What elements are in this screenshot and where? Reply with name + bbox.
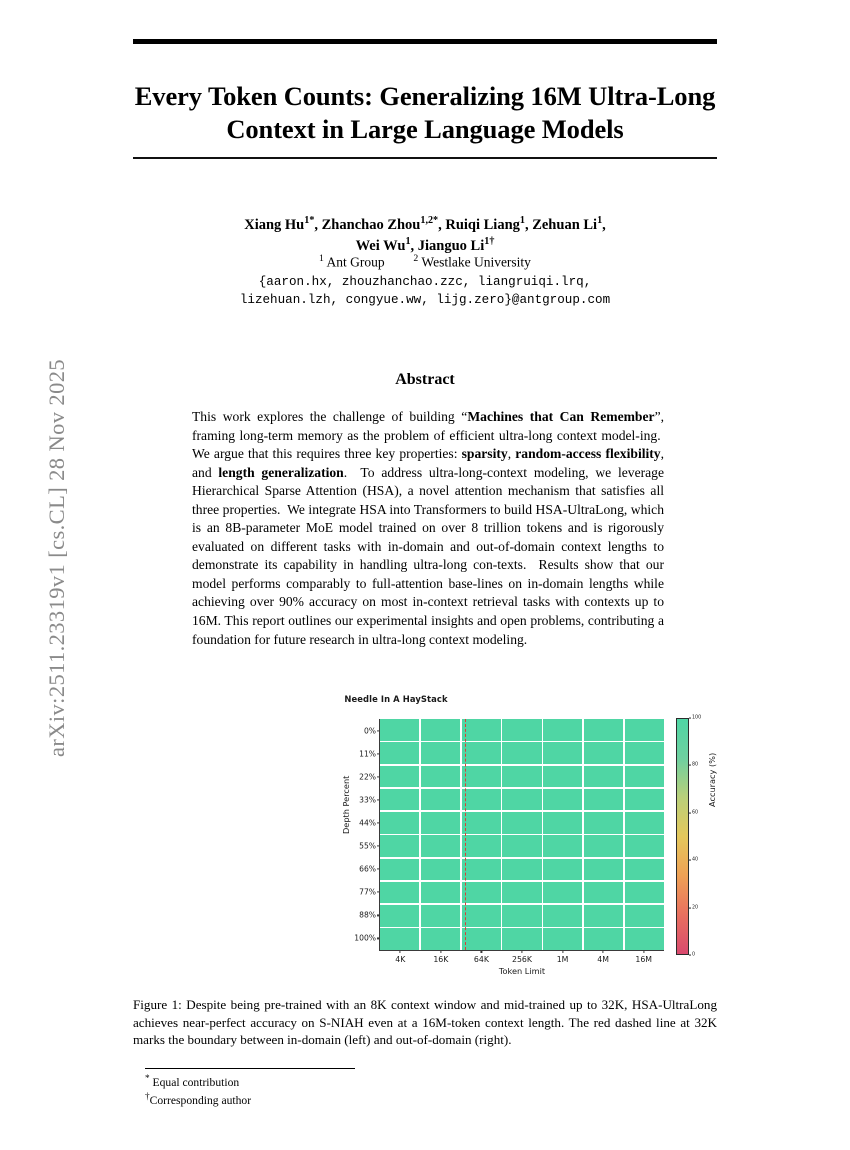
heatmap-cell [502, 859, 541, 881]
heatmap-cell [421, 835, 460, 857]
chart-title: Needle In A HayStack [344, 694, 448, 704]
y-axis-tick-label: 88% [359, 910, 376, 920]
y-axis-tick-mark [377, 730, 380, 731]
x-axis-tick-mark [643, 950, 644, 953]
heatmap-cell [502, 905, 541, 927]
heatmap-cell [380, 905, 419, 927]
affiliation-marker-1: 1 [319, 253, 324, 264]
heatmap-cell [380, 789, 419, 811]
x-axis-tick-mark [481, 950, 482, 953]
colorbar-tick-mark [689, 955, 691, 956]
heatmap-cell [584, 928, 623, 950]
heatmap-cell [380, 719, 419, 741]
x-axis-tick-label: 1M [556, 955, 569, 964]
colorbar-tick-label: 20 [692, 905, 699, 911]
x-axis-tick-label: 16M [635, 955, 653, 964]
heatmap-cell [462, 882, 501, 904]
heatmap-cell [462, 766, 501, 788]
heatmap-cell [584, 835, 623, 857]
heatmap-cell [421, 882, 460, 904]
heatmap-cell [462, 928, 501, 950]
footnote-equal-contribution [145, 1073, 485, 1091]
heatmap-cell [543, 742, 582, 764]
heatmap-cell [421, 789, 460, 811]
heatmap-cell [462, 835, 501, 857]
heatmap-cell [584, 859, 623, 881]
heatmap-cell [543, 905, 582, 927]
colorbar-tick-mark [689, 812, 691, 813]
heatmap-cell [421, 719, 460, 741]
colorbar-tick-mark [689, 765, 691, 766]
heatmap-cell [543, 859, 582, 881]
heatmap-cell [421, 928, 460, 950]
heatmap-cell [543, 766, 582, 788]
x-axis-tick-mark [440, 950, 441, 953]
y-axis-tick-mark [377, 776, 380, 777]
heatmap-cell [625, 812, 664, 834]
x-axis-tick-label: 256K [512, 955, 532, 964]
colorbar-tick-label: 100 [692, 715, 702, 721]
abstract-heading: Abstract [395, 371, 455, 388]
heatmap-cell [584, 882, 623, 904]
colorbar-tick-label: 80 [692, 762, 699, 768]
heatmap-cell [421, 742, 460, 764]
page-title: Every Token Counts: Generalizing 16M Ultra-Long Context in Large Language Models [134, 80, 716, 145]
heatmap-cell [462, 719, 501, 741]
x-axis-tick-label: 64K [473, 955, 489, 964]
footnote-equal-contribution-text: Equal contribution [152, 1075, 240, 1089]
heatmap-cell [502, 789, 541, 811]
heatmap-cell [543, 882, 582, 904]
author-line-2: Wei Wu$^1$, Jianguo $Li^{1\dagger}$ [355, 236, 495, 255]
footnote-list [145, 1073, 485, 1109]
y-axis-tick-label: 55% [359, 841, 376, 851]
header-rule-thick [133, 39, 717, 44]
y-axis-tick-label: 77% [359, 887, 376, 897]
y-axis-tick-label: 44% [359, 818, 376, 828]
heatmap-cell [625, 835, 664, 857]
colorbar-label: Accuracy (%) [707, 752, 717, 807]
x-axis-tick-label: 4M [597, 955, 609, 964]
heatmap-cell [421, 859, 460, 881]
y-axis-tick-mark [377, 799, 380, 800]
heatmap-cell [625, 882, 664, 904]
y-axis-tick-mark [377, 915, 380, 916]
affiliation-2: Westlake University [421, 254, 531, 270]
heatmap-cell [502, 812, 541, 834]
heatmap-cell [421, 812, 460, 834]
y-axis-tick-mark [377, 822, 380, 823]
footnote-corresponding-author [145, 1091, 485, 1109]
heatmap-cell [380, 928, 419, 950]
x-axis-label: Token Limit [498, 966, 546, 976]
header-rule-thin [133, 157, 717, 159]
heatmap-cell [380, 882, 419, 904]
footnote-rule [145, 1068, 355, 1069]
heatmap-cell [502, 719, 541, 741]
colorbar-tick-label: 60 [692, 810, 699, 816]
heatmap-cell [380, 742, 419, 764]
author-list [133, 214, 717, 257]
author-line-1: Xiang $Hu^{1*}$, Zhanchao Zhou$^{1,2*}$, Ruiqi Liang$^1$, Zehuan Li$^1$, [244, 215, 606, 233]
y-axis-tick-mark [377, 892, 380, 893]
heatmap-cell [502, 766, 541, 788]
heatmap-cell [543, 835, 582, 857]
heatmap-cell [584, 789, 623, 811]
footnote-marker-star: * [145, 1074, 150, 1084]
heatmap-cell [584, 812, 623, 834]
heatmap-cell [462, 812, 501, 834]
colorbar-tick-label: 0 [692, 952, 696, 958]
heatmap-cell [380, 766, 419, 788]
heatmap-cell [625, 905, 664, 927]
heatmap-cell [502, 928, 541, 950]
arxiv-stamp: arXiv:2511.23319v1 [cs.CL] 28 Nov 2025 [44, 358, 69, 758]
paper-page [133, 0, 717, 1150]
heatmap-cell [625, 766, 664, 788]
colorbar-tick-mark [689, 718, 691, 719]
y-axis-tick-mark [377, 845, 380, 846]
heatmap-cell [380, 859, 419, 881]
y-axis-tick-mark [377, 869, 380, 870]
footnote-corresponding-author-text: Corresponding author [149, 1093, 252, 1107]
affiliation-marker-2: 2 [413, 253, 419, 264]
x-axis-tick-mark [562, 950, 563, 953]
y-axis-tick-label: 11% [359, 749, 376, 759]
y-axis-tick-mark [377, 938, 380, 939]
heatmap-cell [584, 742, 623, 764]
heatmap-cell [502, 835, 541, 857]
y-axis-tick-label: 22% [359, 772, 376, 782]
figure-1 [231, 694, 717, 984]
contact-emails [133, 274, 717, 310]
x-axis-tick-mark [603, 950, 604, 953]
figure-caption: Figure 1: Despite being pre-trained with an 8K context window and mid-trained up to 32K, HSA-UltraLong achieves near-perfect accuracy on S-NIAH even at a 16M-token context length. The red dashed line at 32K marks the boundary between in-domain (left) and out-of-domain (right). [133, 997, 717, 1048]
heatmap-cell [625, 859, 664, 881]
colorbar [676, 718, 689, 955]
y-axis-tick-mark [377, 753, 380, 754]
colorbar-tick-mark [689, 860, 691, 861]
heatmap-cell [543, 812, 582, 834]
heatmap-cell [625, 928, 664, 950]
heatmap-cell [421, 905, 460, 927]
heatmap-cell [380, 812, 419, 834]
email-line-1: {aaron.hx, zhouzhanchao.zzc, liangruiqi.lrq, [258, 275, 592, 289]
colorbar-tick-mark [689, 907, 691, 908]
heatmap-cell [462, 789, 501, 811]
y-axis-tick-label: 0% [363, 726, 376, 736]
boundary-vline-32k [465, 719, 466, 950]
y-axis-label: Depth Percent [341, 775, 351, 834]
x-axis-tick-mark [521, 950, 522, 953]
email-line-2: lizehuan.lzh, congyue.ww, lijg.zero}@antgroup.com [239, 292, 611, 307]
y-axis-tick-label: 100% [354, 933, 376, 943]
heatmap-cell [584, 905, 623, 927]
heatmap-cell [543, 719, 582, 741]
footnote-marker-dagger: † [145, 1092, 150, 1103]
colorbar-tick-label: 40 [692, 857, 699, 863]
heatmap-cell [625, 789, 664, 811]
affiliation-list [133, 252, 717, 272]
heatmap-cell [543, 789, 582, 811]
y-axis-tick-label: 33% [359, 795, 376, 805]
heatmap-cell [502, 882, 541, 904]
abstract-text: This work explores the challenge of building “Machines that Can Remember”, framing long-term memory as the problem of efficient ultra-long context model-ing. We argue that this requires three key properties: sparsity, random-access flexibility, and length generalization. To address ultra-long-context modeling, we leverage Hierarchical Sparse Attention (HSA), a novel attention mechanism that satisfies all three properties. We integrate HSA into Transformers to build HSA-UltraLong, which is an 8B-parameter MoE model trained on over 8 trillion tokens and is rigorously evaluated on different tasks with in-domain and out-of-domain context lengths to demonstrate its capability in handling ultra-long con-texts. Results show that our model performs comparably to full-attention base-lines on in-domain lengths while achieving over 90% accuracy on most in-context retrieval tasks with contexts up to 16M. This report outlines our experimental insights and open problems, contributing a foundation for future research in ultra-long context modeling. [192, 409, 665, 647]
y-axis-tick-label: 66% [359, 864, 376, 874]
heatmap-cell [502, 742, 541, 764]
heatmap-cell [625, 719, 664, 741]
heatmap-cell [584, 719, 623, 741]
heatmap-cell [584, 766, 623, 788]
affiliation-1: Ant Group [326, 254, 385, 270]
heatmap-plot-area [354, 719, 664, 976]
heatmap-cell [543, 928, 582, 950]
heatmap-cell [462, 859, 501, 881]
heatmap-cell [462, 905, 501, 927]
heatmap-cell [421, 766, 460, 788]
heatmap-cell [625, 742, 664, 764]
x-axis-tick-label: 16K [433, 955, 449, 964]
x-axis-tick-mark [400, 950, 401, 953]
heatmap-cell [380, 835, 419, 857]
x-axis-tick-label: 4K [395, 955, 406, 964]
heatmap-cells [380, 719, 664, 950]
heatmap-cell [462, 742, 501, 764]
